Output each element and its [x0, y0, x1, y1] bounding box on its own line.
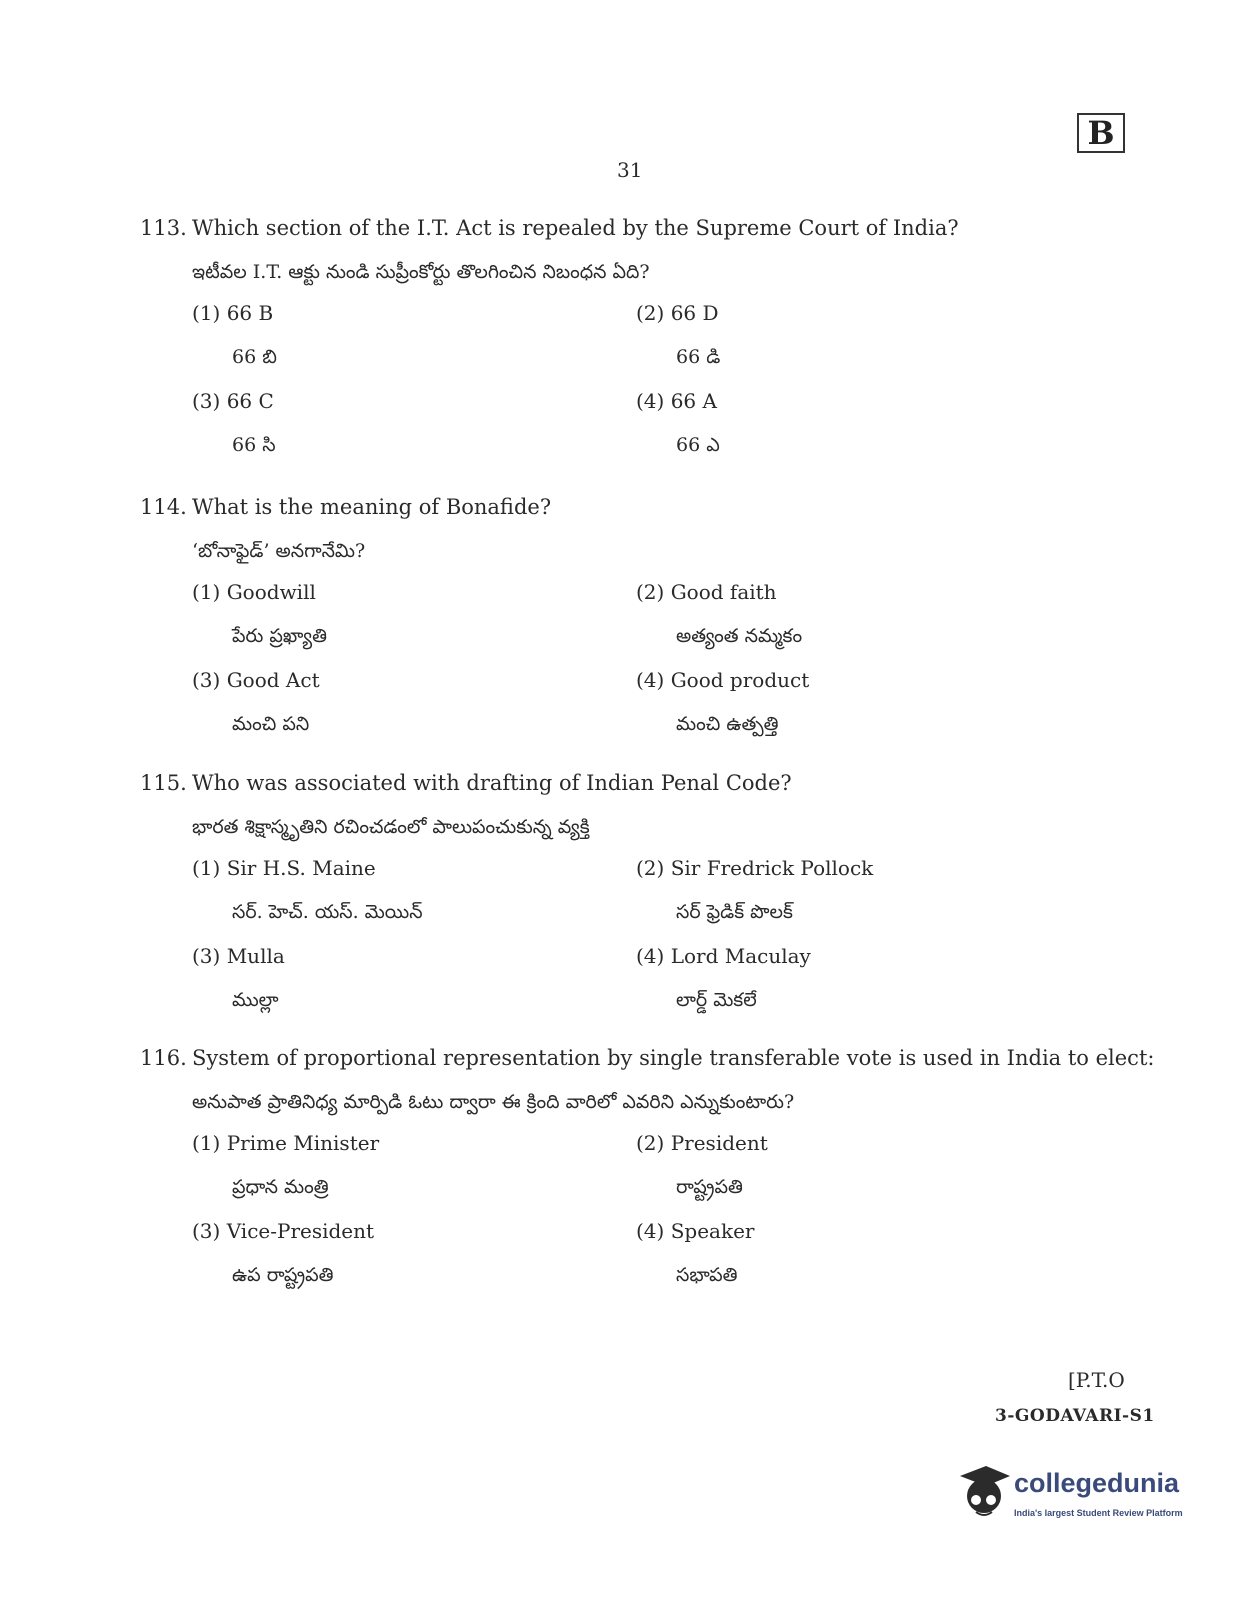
question-114 [140, 492, 1140, 758]
question-text-telugu: ‘బోనాఫైడ్’ అనగానేమి? [192, 540, 366, 562]
option-2: (2) President రాష్ట్రపతి [636, 1131, 768, 1198]
question-text-telugu: భారత శిక్షాస్మృతిని రచించడంలో పాలుపంచుకున్న వ్యక్తి [192, 816, 590, 838]
option-4: (4) Good product మంచి ఉత్పత్తి [636, 668, 810, 735]
page-number: 31 [617, 158, 643, 182]
question-number: 113. [140, 216, 187, 240]
option-1: (1) 66 B 66 బి [192, 301, 277, 368]
option-1: (1) Prime Minister ప్రధాన మంత్రి [192, 1131, 380, 1198]
mascot-icon [956, 1462, 1012, 1528]
booklet-code: 3-GODAVARI-S1 [995, 1406, 1155, 1426]
option-3: (3) 66 C 66 సి [192, 389, 276, 456]
brand-name: collegedunia [1014, 1468, 1180, 1498]
option-2: (2) Good faith అత్యంత నమ్మకం [636, 580, 803, 647]
collegedunia-watermark [956, 1462, 1186, 1532]
question-text-telugu: ఇటీవల I.T. ఆక్టు నుండి సుప్రీంకోర్టు తొలగించిన నిబంధన ఏది? [192, 261, 650, 283]
option-3: (3) Vice-President ఉప రాష్ట్రపతి [192, 1219, 375, 1286]
set-code-box: B [1077, 113, 1125, 153]
question-113 [140, 213, 1140, 479]
question-116 [140, 1043, 1155, 1309]
option-2: (2) 66 D 66 డి [636, 301, 721, 368]
brand-tagline: India's largest Student Review Platform [1014, 1508, 1183, 1518]
pto-label: [P.T.O [1068, 1368, 1125, 1392]
option-4: (4) Speaker సభాపతి [636, 1219, 755, 1286]
question-text: System of proportional representation by single transferable vote is used in India to elect: [192, 1046, 1155, 1070]
question-number: 116. [140, 1046, 187, 1070]
question-text: What is the meaning of Bonafide? [192, 495, 552, 519]
question-text: Which section of the I.T. Act is repealed by the Supreme Court of India? [192, 216, 959, 240]
option-2: (2) Sir Fredrick Pollock సర్ ఫ్రెడిక్ పొలక్ [636, 856, 874, 923]
option-4: (4) Lord Maculay లార్డ్ మెకలే [636, 944, 811, 1011]
option-4: (4) 66 A 66 ఎ [636, 389, 720, 456]
option-1: (1) Goodwill పేరు ప్రఖ్యాతి [192, 580, 327, 647]
option-3: (3) Mulla ముల్లా [192, 944, 285, 1011]
question-115 [140, 768, 1140, 1034]
question-text: Who was associated with drafting of Indian Penal Code? [192, 771, 792, 795]
option-3: (3) Good Act మంచి పని [192, 668, 320, 735]
question-text-telugu: అనుపాత ప్రాతినిధ్య మార్పిడి ఓటు ద్వారా ఈ క్రింది వారిలో ఎవరిని ఎన్నుకుంటారు? [192, 1091, 795, 1113]
question-number: 114. [140, 495, 187, 519]
question-number: 115. [140, 771, 187, 795]
option-1: (1) Sir H.S. Maine సర్. హెచ్. యస్. మెయిన్ [192, 856, 423, 923]
